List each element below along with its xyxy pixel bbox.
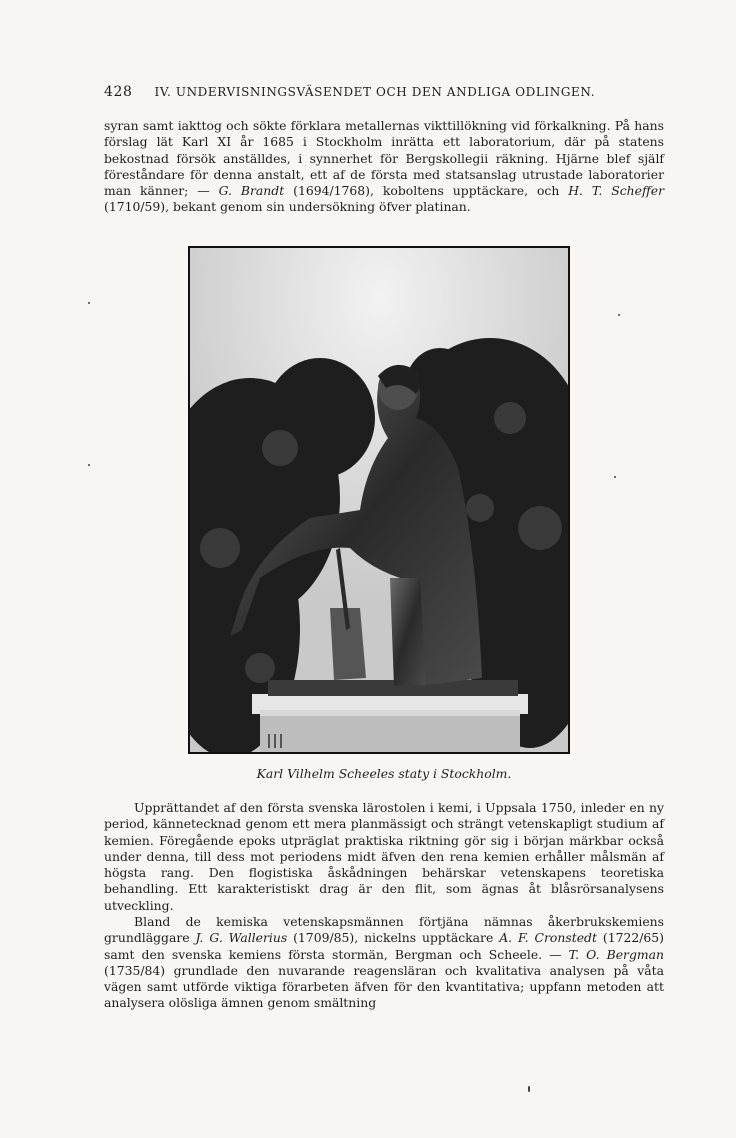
paragraph-1-text: [104, 118, 664, 216]
scan-speck: [88, 464, 90, 466]
statue-photograph: [188, 246, 570, 754]
paragraph-1: [104, 118, 664, 216]
italic-name: H. T. Scheffer: [568, 183, 664, 199]
paragraph-3: [104, 914, 664, 1012]
text-run: (1694/1768), koboltens upptäckare, och: [284, 183, 569, 199]
italic-name: J. G. Wallerius: [195, 930, 288, 946]
text-run: (1735/84) grundlade den nuvarande reagensläran och kvalitativa analysen på våta vägen samt utförde viktiga förarbeten äfven för den kvantitativa; uppfann metoden att analysera olösliga ämnen genom smältning: [104, 962, 664, 1011]
italic-name: G. Brandt: [218, 183, 285, 199]
text-run: syran samt iakttog och sökte förklara metallernas vikttillökning vid förkalkning. På hans förslag lät Karl XI år 1685 i Stockholm inrätta ett laboratorium, där på statens bekostnad försök anställdes, i synnerhet för Bergskollegii räkning. Hjärne blef själf föreståndare för denna anstalt, ett af de första med statsanslag utrustade laboratorier man känner; —: [104, 118, 664, 199]
page-number: 428: [104, 84, 133, 100]
text-run: (1722/65) samt den svenska kemiens första stormän, Bergman och Scheele. —: [104, 930, 664, 962]
paragraph-2: [104, 800, 664, 914]
paragraph-3-text: [104, 914, 664, 1012]
scan-speck: [614, 476, 616, 478]
running-header: [104, 84, 664, 100]
scan-speck: [88, 302, 90, 304]
scan-speck: [618, 314, 620, 316]
text-run: (1709/85), nickelns upptäckare: [287, 930, 500, 946]
chapter-title: IV. UNDERVISNINGSVÄSENDET OCH DEN ANDLIGA ODLINGEN.: [154, 85, 596, 99]
paragraph-2-text: [104, 800, 664, 914]
text-run: Bland de kemiska vetenskapsmännen förtjäna nämnas åkerbrukskemiens grundläggare: [104, 914, 664, 946]
figure-caption: Karl Vilhelm Scheeles staty i Stockholm.: [256, 766, 512, 781]
text-run: Upprättandet af den första svenska lärostolen i kemi, i Uppsala 1750, inleder en ny period, kännetecknad genom ett mera planmässigt och strängt vetenskapligt studium af kemien. Föregående epoks utpräglat praktiska riktning gör sig i början märkbar också under denna, till dess mot periodens midt äfven den rena kemien erhåller målsmän af högsta rang. Den flogistiska åskådningen behärskar vetenskapens teoretiska behandling. Ett karakteristiskt drag är den flit, som ägnas åt blåsrörsanalysens utveckling.: [104, 800, 664, 913]
text-run: (1710/59), bekant genom sin undersökning öfver platinan.: [104, 199, 471, 215]
italic-name: T. O. Bergman: [568, 946, 664, 962]
scan-speck: [528, 1086, 530, 1092]
italic-name: A. F. Cronstedt: [499, 930, 597, 946]
statue-image: [190, 248, 568, 752]
